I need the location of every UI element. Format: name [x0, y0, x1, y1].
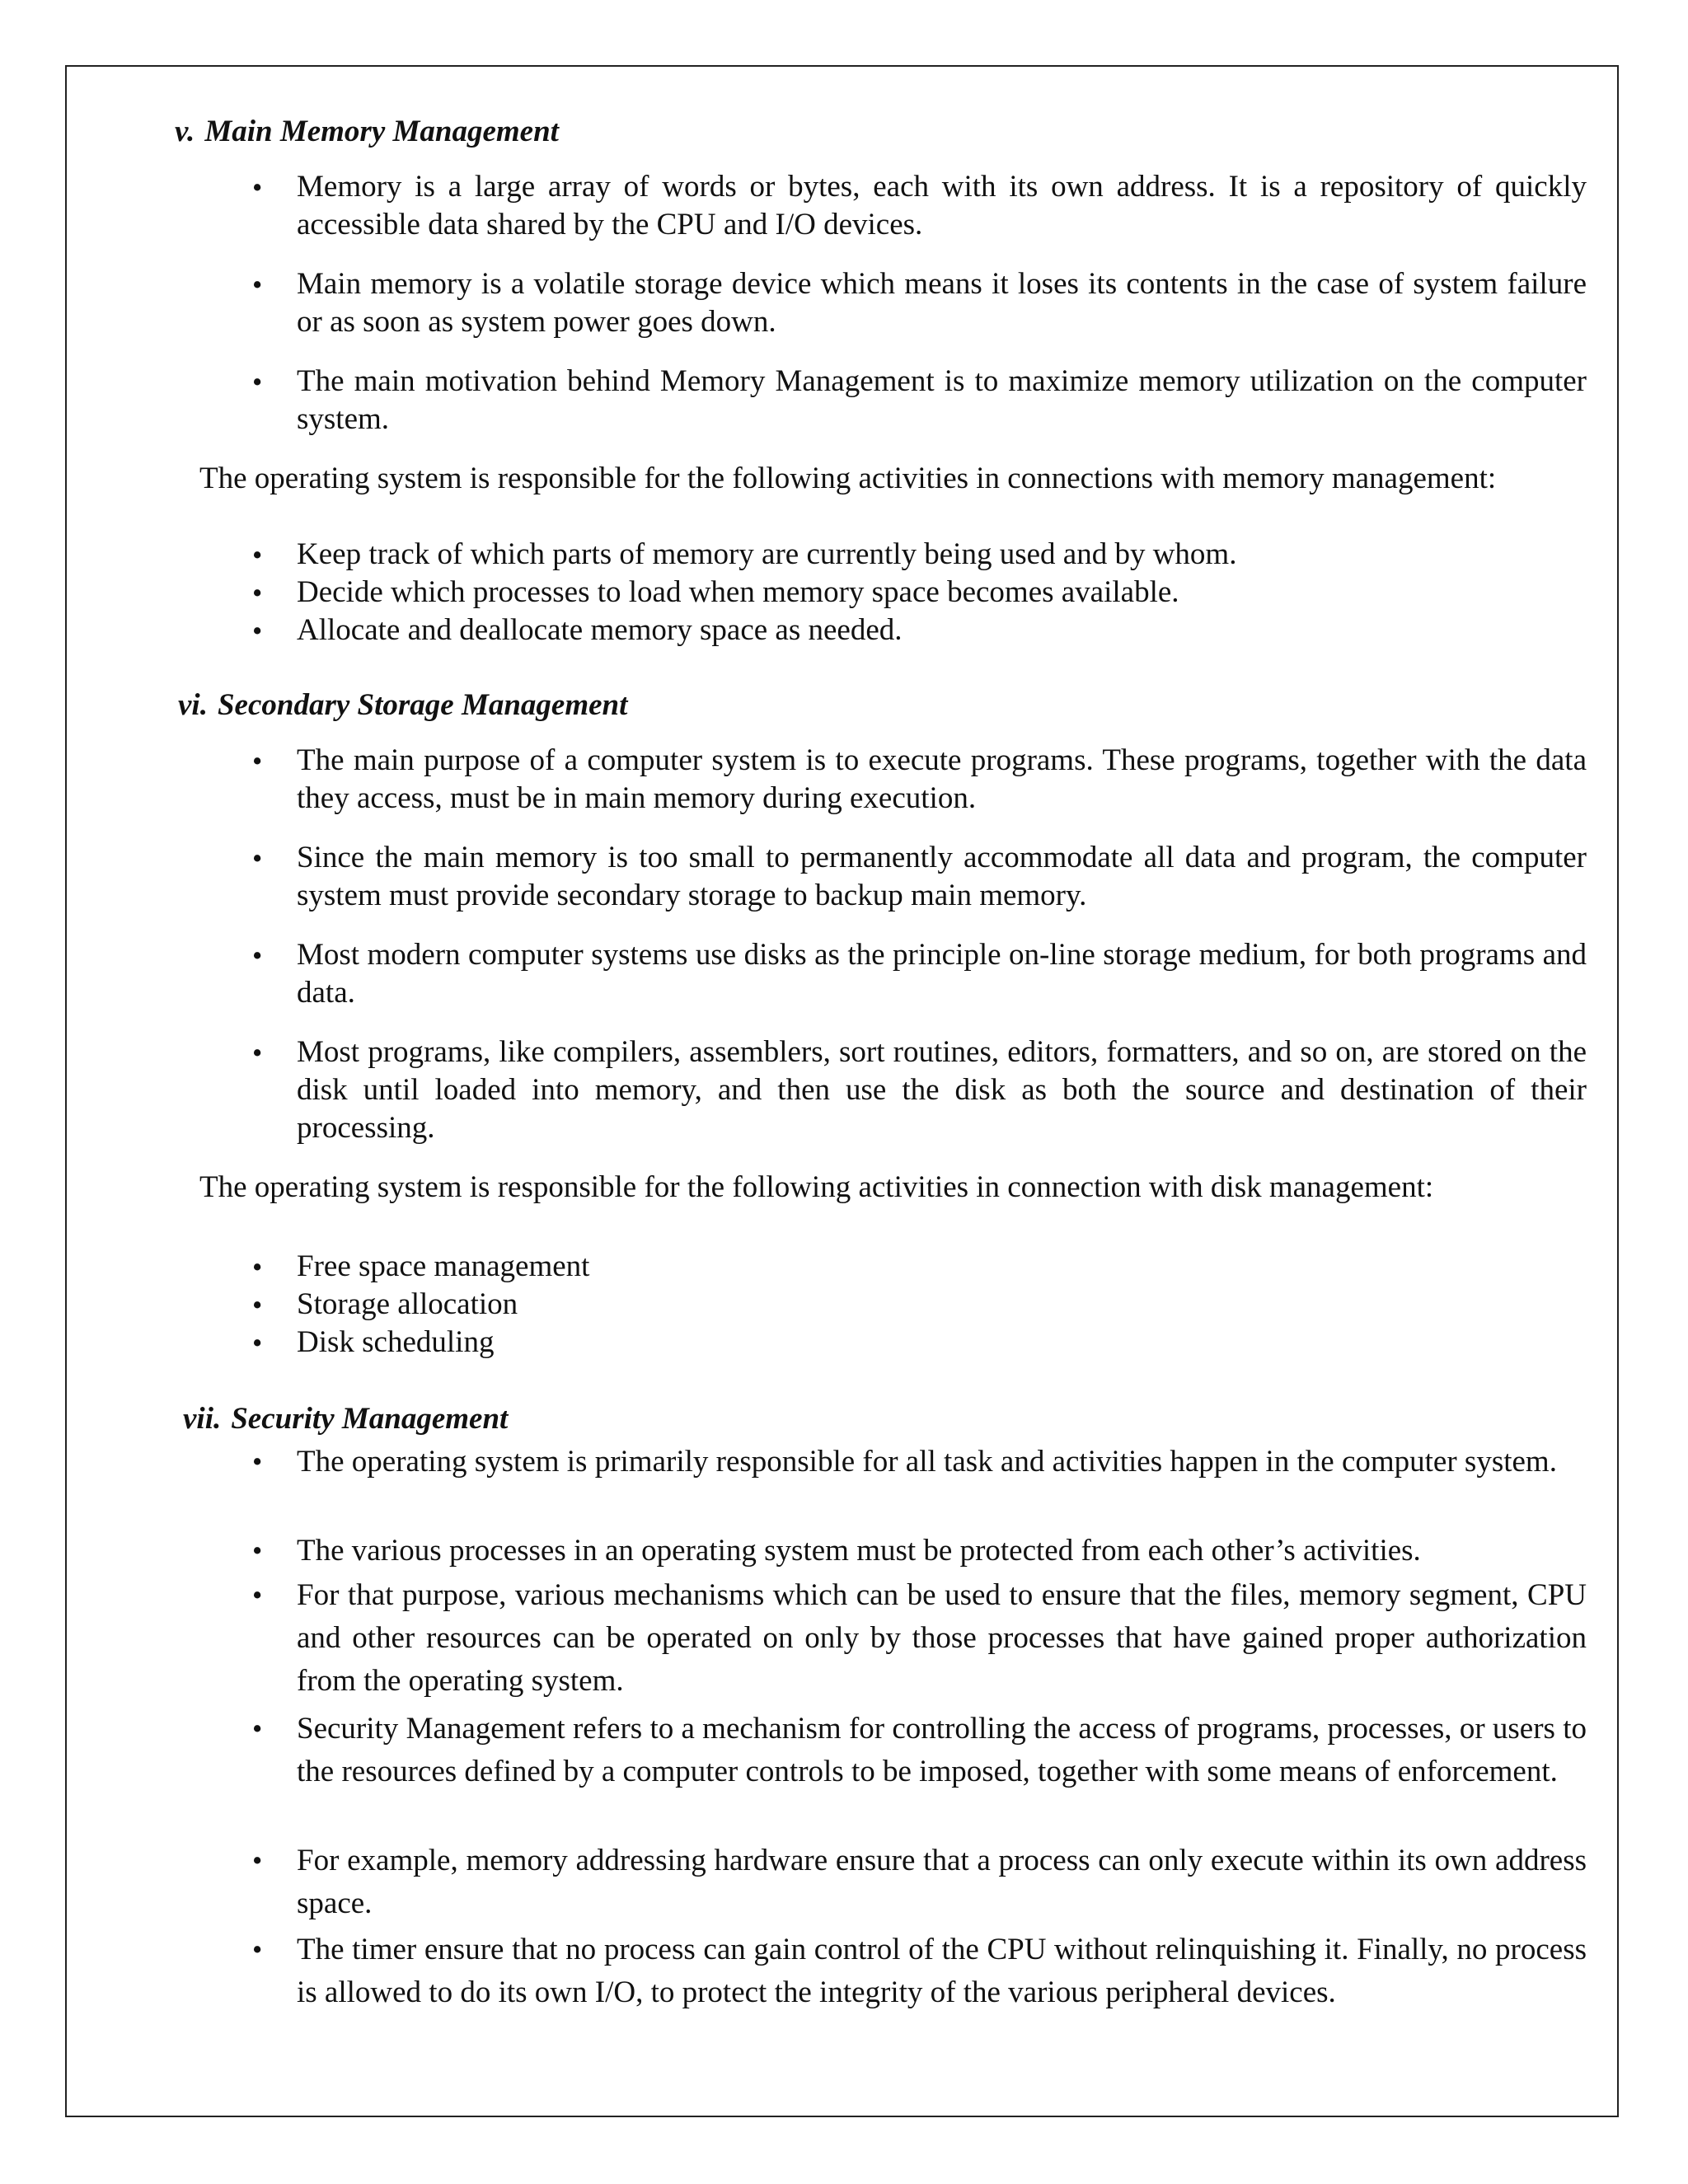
bullet-icon: • — [252, 1844, 263, 1877]
bullet-icon: • — [252, 940, 263, 972]
bullet-icon: • — [252, 1713, 263, 1745]
bullet-icon: • — [252, 269, 263, 301]
bullet-icon: • — [252, 1037, 263, 1069]
paragraph: The operating system is responsible for the following activities in connection with disk management: — [199, 1170, 1434, 1204]
bullet-icon: • — [252, 745, 263, 777]
list-item: Since the main memory is too small to permanently accommodate all data and program, the computer system must provide secondary storage to backup main memory. — [297, 841, 1587, 912]
list-item: The main motivation behind Memory Management is to maximize memory utilization on the computer system. — [297, 364, 1587, 436]
bullet-icon: • — [252, 1535, 263, 1567]
section-heading-security — [183, 1401, 508, 1437]
section-title: Main Memory Management — [204, 115, 559, 148]
list-item: For example, memory addressing hardware ensure that a process can only execute within its own address space. — [297, 1844, 1587, 1920]
section-number: v. — [175, 115, 195, 148]
bullet-icon: • — [252, 1251, 263, 1283]
list-item: Storage allocation — [297, 1287, 518, 1321]
list-item: Allocate and deallocate memory space as needed. — [297, 613, 903, 647]
list-item: For that purpose, various mechanisms which can be used to ensure that the files, memory segment, CPU and other resources can be operated on only by those processes that have gained proper authorization from the operating system. — [297, 1578, 1587, 1698]
list-item: The various processes in an operating system must be protected from each other’s activities. — [297, 1534, 1421, 1568]
list-item: The main purpose of a computer system is to execute programs. These programs, together with the data they access, must be in main memory during execution. — [297, 743, 1587, 815]
list-item: Memory is a large array of words or bytes, each with its own address. It is a repository of quickly accessible data shared by the CPU and I/O devices. — [297, 170, 1587, 241]
list-item: Most modern computer systems use disks as the principle on-line storage medium, for both programs and data. — [297, 938, 1587, 1010]
section-heading-secondary-storage — [178, 687, 627, 724]
list-item: Keep track of which parts of memory are currently being used and by whom. — [297, 537, 1237, 571]
list-item: Main memory is a volatile storage device which means it loses its contents in the case of system failure or as soon as system power goes down. — [297, 267, 1587, 339]
section-heading-main-memory — [175, 114, 559, 150]
list-item: The timer ensure that no process can gain control of the CPU without relinquishing it. Finally, no process is allowed to do its own I/O, to protect the integrity of the various peripheral devices. — [297, 1933, 1587, 2009]
list-item: Most programs, like compilers, assemblers, sort routines, editors, formatters, and so on, are stored on the disk until loaded into memory, and then use the disk as both the source and destination of their processing. — [297, 1035, 1587, 1145]
list-item: Free space management — [297, 1249, 590, 1283]
paragraph: The operating system is responsible for the following activities in connections with memory management: — [199, 462, 1497, 495]
list-item: Security Management refers to a mechanism for controlling the access of programs, processes, or users to the resources defined by a computer controls to be imposed, together with some means of enforcement. — [297, 1712, 1587, 1788]
bullet-icon: • — [252, 1327, 263, 1359]
bullet-icon: • — [252, 615, 263, 647]
bullet-icon: • — [252, 366, 263, 398]
bullet-icon: • — [252, 1579, 263, 1611]
bullet-icon: • — [252, 842, 263, 874]
section-title: Security Management — [231, 1402, 509, 1436]
bullet-icon: • — [252, 1446, 263, 1478]
list-item: Decide which processes to load when memory space becomes available. — [297, 575, 1179, 609]
bullet-icon: • — [252, 1933, 263, 1966]
section-number: vi. — [178, 688, 208, 722]
section-number: vii. — [183, 1402, 222, 1436]
bullet-icon: • — [252, 1289, 263, 1321]
section-title: Secondary Storage Management — [217, 688, 628, 722]
list-item: The operating system is primarily responsible for all task and activities happen in the computer system. — [297, 1445, 1557, 1479]
bullet-icon: • — [252, 577, 263, 609]
list-item: Disk scheduling — [297, 1325, 495, 1359]
bullet-icon: • — [252, 539, 263, 571]
bullet-icon: • — [252, 171, 263, 204]
